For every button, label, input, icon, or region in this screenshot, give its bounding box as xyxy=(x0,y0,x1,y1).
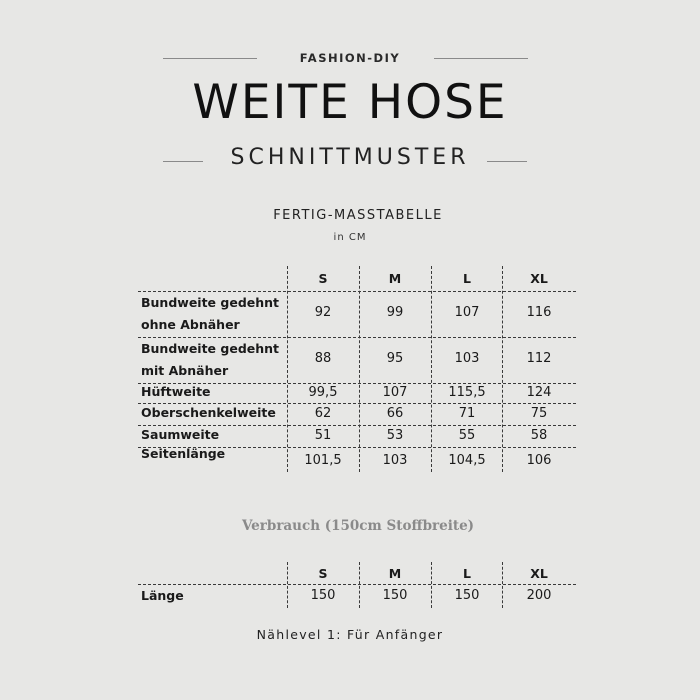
value-cell: 150 xyxy=(310,588,336,603)
size-header-xl: XL xyxy=(530,271,548,286)
table-row xyxy=(138,337,578,383)
value-cell: 88 xyxy=(314,351,332,366)
value-cell: 104,5 xyxy=(448,453,486,468)
value-cell: 103 xyxy=(382,453,408,468)
value-cell: 51 xyxy=(314,428,332,443)
size-header-m: M xyxy=(388,566,402,581)
size-header-xl: XL xyxy=(530,566,548,581)
row-label: Saumweite xyxy=(141,427,220,442)
size-header-l: L xyxy=(463,566,471,581)
size-header-m: M xyxy=(388,271,402,286)
value-cell: 106 xyxy=(526,453,552,468)
size-table-unit: in CM xyxy=(333,232,367,243)
value-cell: 75 xyxy=(530,406,548,421)
value-cell: 124 xyxy=(526,385,552,400)
size-header-l: L xyxy=(463,271,471,286)
table-row xyxy=(138,447,578,469)
value-cell: 107 xyxy=(382,385,408,400)
value-cell: 62 xyxy=(314,406,332,421)
value-cell: 58 xyxy=(530,428,548,443)
usage-table-header xyxy=(138,566,578,586)
value-cell: 150 xyxy=(382,588,408,603)
usage-table xyxy=(138,562,578,612)
value-cell: 99,5 xyxy=(308,385,338,400)
size-header-s: S xyxy=(318,271,328,286)
page-subtitle: SCHNITTMUSTER xyxy=(230,145,470,170)
value-cell: 150 xyxy=(454,588,480,603)
value-cell: 107 xyxy=(454,305,480,320)
difficulty-level: Nählevel 1: Für Anfänger xyxy=(256,627,444,642)
table-row xyxy=(138,291,578,337)
usage-table-title: Verbrauch (150cm Stoffbreite) xyxy=(241,518,475,534)
value-cell: 95 xyxy=(386,351,404,366)
value-cell: 55 xyxy=(458,428,476,443)
value-cell: 101,5 xyxy=(304,453,342,468)
row-label: Seitenlänge xyxy=(141,446,226,461)
value-cell: 112 xyxy=(526,351,552,366)
row-label: Länge xyxy=(141,588,184,603)
row-label: Hüftweite xyxy=(141,384,211,399)
row-label: Bundweite gedehnt mit Abnäher xyxy=(141,341,280,378)
table-row xyxy=(138,383,578,403)
value-cell: 71 xyxy=(458,406,476,421)
size-table xyxy=(138,266,578,476)
table-row xyxy=(138,403,578,425)
size-table-header xyxy=(138,271,578,291)
value-cell: 53 xyxy=(386,428,404,443)
value-cell: 99 xyxy=(386,305,404,320)
table-row xyxy=(138,584,578,606)
value-cell: 103 xyxy=(454,351,480,366)
size-table-title: FERTIG-MASSTABELLE xyxy=(273,208,443,223)
row-label: Oberschenkelweite xyxy=(141,405,276,420)
page-title: WEITE HOSE xyxy=(192,75,508,130)
row-label: Bundweite gedehnt ohne Abnäher xyxy=(141,295,280,332)
value-cell: 92 xyxy=(314,305,332,320)
brand-label: FASHION-DIY xyxy=(299,51,401,65)
value-cell: 115,5 xyxy=(448,385,486,400)
value-cell: 66 xyxy=(386,406,404,421)
value-cell: 116 xyxy=(526,305,552,320)
size-header-s: S xyxy=(318,566,328,581)
value-cell: 200 xyxy=(526,588,552,603)
